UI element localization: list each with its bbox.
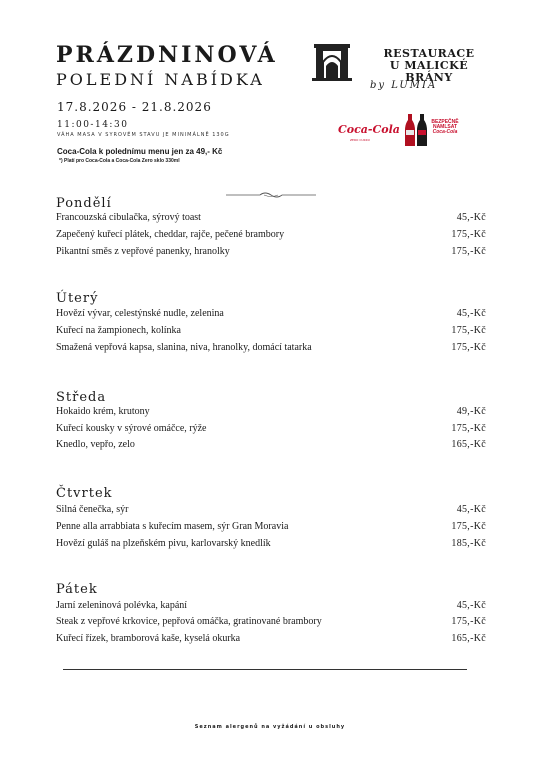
- menu-item-name: Hokaido krém, krutony: [56, 406, 150, 417]
- menu-item-name: Francouzská cibulačka, sýrový toast: [56, 212, 201, 223]
- ornament-divider: [226, 190, 316, 200]
- menu-item-name: Jarní zeleninová polévka, kapání: [56, 600, 188, 611]
- menu-item-price: 185,-Kč: [451, 538, 486, 549]
- day-heading-thursday: Čtvrtek: [56, 486, 113, 501]
- coca-cola-offer-note: *) Platí pro Coca-Cola a Coca-Cola Zero sklo 330ml: [59, 158, 180, 164]
- menu-item-name: Kuřecí na žampionech, kolínka: [56, 325, 181, 336]
- allergen-footer: Seznam alergenů na vyžádání u obsluhy: [194, 724, 346, 730]
- menu-item-price: 165,-Kč: [451, 439, 486, 450]
- gate-icon: [312, 42, 352, 82]
- day-heading-wednesday: Středa: [56, 390, 107, 405]
- menu-item-price: 45,-Kč: [456, 308, 486, 319]
- menu-item-price: 45,-Kč: [456, 212, 486, 223]
- menu-item-price: 175,-Kč: [451, 246, 486, 257]
- menu-item-price: 175,-Kč: [451, 229, 486, 240]
- restaurant-logo: [312, 42, 492, 102]
- menu-item-name: Knedlo, vepřo, zelo: [56, 439, 135, 450]
- coca-cola-promo: [430, 120, 460, 135]
- menu-item-price: 175,-Kč: [451, 423, 486, 434]
- date-range: 17.8.2026 - 21.8.2026: [57, 100, 212, 114]
- menu-item-price: 175,-Kč: [451, 616, 486, 627]
- promo-line2: NAMLSAT: [432, 124, 458, 130]
- promo-line3: Coca-Cola: [432, 129, 458, 135]
- menu-item-name: Kuřecí kousky v sýrové omáčce, rýže: [56, 423, 207, 434]
- restaurant-brand: by LUMIA: [370, 80, 438, 91]
- menu-item-price: 175,-Kč: [451, 342, 486, 353]
- menu-item-name: Pikantní směs z vepřové panenky, hranolky: [56, 246, 230, 257]
- menu-item-name: Zapečený kuřecí plátek, cheddar, rajče, pečené brambory: [56, 229, 285, 240]
- menu-item-price: 45,-Kč: [456, 600, 486, 611]
- menu-item-price: 49,-Kč: [456, 406, 486, 417]
- menu-item-name: Kuřecí řízek, bramborová kaše, kyselá okurka: [56, 633, 241, 644]
- bottom-divider: [63, 669, 467, 670]
- menu-item-price: 175,-Kč: [451, 521, 486, 532]
- menu-item-price: 45,-Kč: [456, 504, 486, 515]
- coca-cola-logo: Coca-Cola: [338, 123, 400, 136]
- restaurant-name-line1: RESTAURACE: [383, 47, 475, 60]
- menu-item-price: 165,-Kč: [451, 633, 486, 644]
- serving-hours: 11:00-14:30: [57, 120, 129, 130]
- menu-item-name: Hovězí vývar, celestýnské nudle, zelenina: [56, 308, 224, 319]
- menu-item-name: Hovězí guláš na plzeňském pivu, karlovarský knedlík: [56, 538, 271, 549]
- menu-item-price: 175,-Kč: [451, 325, 486, 336]
- menu-item-name: Smažená vepřová kapsa, slanina, niva, hranolky, domácí tatarka: [56, 342, 312, 353]
- day-heading-tuesday: Úterý: [56, 291, 99, 306]
- day-heading-monday: Pondělí: [56, 196, 112, 211]
- restaurant-name: [366, 48, 492, 84]
- menu-title: PRÁZDNINOVÁ: [56, 42, 278, 68]
- coca-cola-zero-label: ZERO CUKRU: [350, 138, 370, 142]
- coca-cola-offer: Coca-Cola k polednímu menu jen za 49,- Kč: [57, 147, 223, 156]
- restaurant-name-line2: U MALICKÉ BRÁNY: [389, 59, 469, 84]
- menu-subtitle: POLEDNÍ NABÍDKA: [56, 70, 265, 89]
- promo-line1: BEZPEČNĚ: [431, 119, 459, 125]
- menu-item-name: Penne alla arrabbiata s kuřecím masem, sýr Gran Moravia: [56, 521, 289, 532]
- meat-weight-note: VÁHA MASA V SYROVÉM STAVU JE MINIMÁLNĚ 130G: [57, 132, 230, 138]
- day-heading-friday: Pátek: [56, 582, 98, 597]
- menu-item-name: Steak z vepřové krkovice, pepřová omáčka, gratinované brambory: [56, 616, 322, 627]
- menu-item-name: Silná čenečka, sýr: [56, 504, 129, 515]
